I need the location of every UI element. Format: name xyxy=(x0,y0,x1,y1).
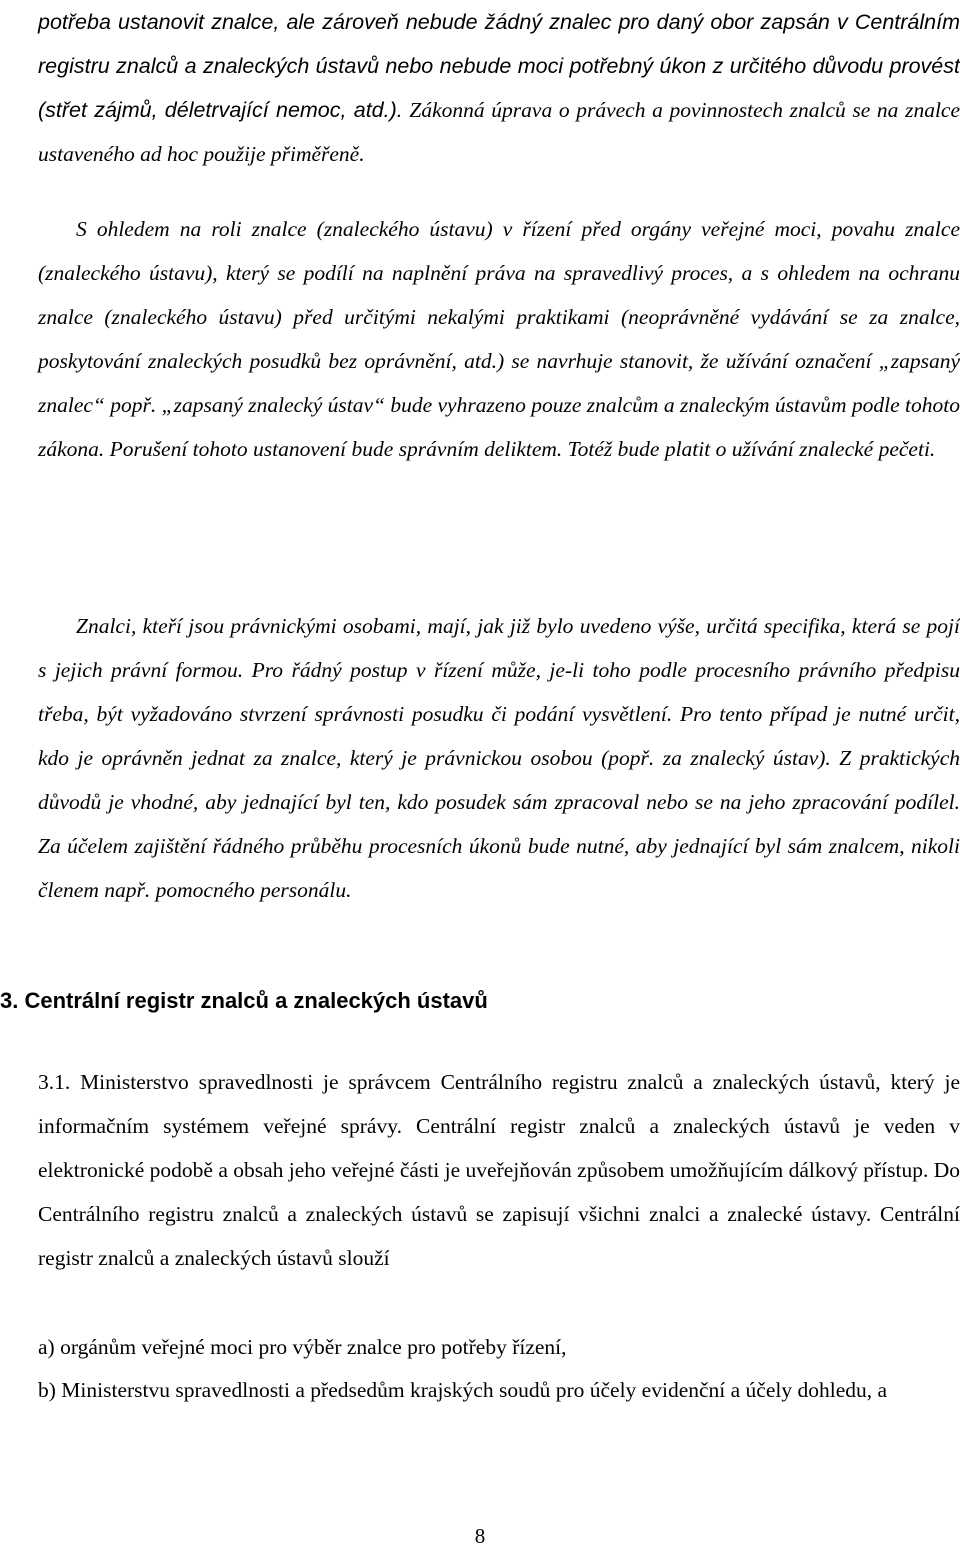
paragraph-ad-hoc-expert-part1: potřeba ustanovit znalce, ale zároveň nebude žádný znalec pro daný obor zapsán v Centrálním registru znalců a znaleckých ústavů nebo nebude moci potřebný úkon z určitého důvodu provést (střet zájmů, déletrvající nemoc, atd.). xyxy=(38,10,960,122)
section-heading: 3. Centrální registr znalců a znaleckých ústavů xyxy=(0,988,488,1013)
paragraph-ad-hoc-expert-part2: Zákonná úprava o právech a povinnostech znalců se na znalce ustaveného ad hoc použije přiměřeně. xyxy=(38,98,960,166)
paragraph-central-register: 3.1. Ministerstvo spravedlnosti je správcem Centrálního registru znalců a znaleckých ústavů, který je informačním systémem veřejné správy. Centrální registr znalců a znaleckých ústavů je veden v elektronické podobě a obsah jeho veřejné části je uveřejňován způsobem umožňujícím dálkový přístup. Do Centrálního registru znalců a znaleckých ústavů se zapisují všichni znalci a znalecké ústavy. Centrální registr znalců a znaleckých ústavů slouží xyxy=(38,1070,960,1270)
page-number: 8 xyxy=(474,1524,486,1548)
paragraph-legal-entity-experts: Znalci, kteří jsou právnickými osobami, mají, jak již bylo uvedeno výše, určitá specifika, která se pojí s jejich právní formou. Pro řádný postup v řízení může, je-li toho podle procesního právního předpisu třeba, být vyžadováno stvrzení správnosti posudku či podání vysvětlení. Pro tento případ je nutné určit, kdo je oprávněn jednat za znalce, který je právnickou osobou (popř. za znalecký ústav). Z praktických důvodů je vhodné, aby jednající byl ten, kdo posudek sám zpracoval nebo se na jeho zpracování podílel. Za účelem zajištění řádného průběhu procesních úkonů bude nutné, aby jednající byl sám znalcem, nikoli členem např. pomocného personálu. xyxy=(38,614,960,902)
paragraph-designation-protection-tail: Porušení tohoto ustanovení bude správním deliktem. Totéž bude platit o užívání znalecké pečeti. xyxy=(109,437,936,461)
list-item-b: b) Ministerstvu spravedlnosti a předsedům krajských soudů pro účely evidenční a účely dohledu, a xyxy=(38,1378,888,1402)
paragraph-designation-protection xyxy=(38,207,960,471)
paragraph-ad-hoc-expert xyxy=(38,0,960,176)
list-item-a: a) orgánům veřejné moci pro výběr znalce pro potřeby řízení, xyxy=(38,1335,567,1359)
paragraph-designation-protection-body: S ohledem na roli znalce (znaleckého ústavu) v řízení před orgány veřejné moci, povahu znalce (znaleckého ústavu), který se podílí na naplnění práva na spravedlivý proces, a s ohledem na ochranu znalce (znaleckého ústavu) před určitými nekalými praktikami (neoprávněné vydávání se za znalce, poskytování znaleckých posudků bez oprávnění, atd.) se navrhuje stanovit, že užívání označení „zapsaný znalec“ popř. „zapsaný znalecký ústav“ bude vyhrazeno pouze znalcům a znaleckým ústavům podle tohoto zákona. xyxy=(38,217,960,461)
